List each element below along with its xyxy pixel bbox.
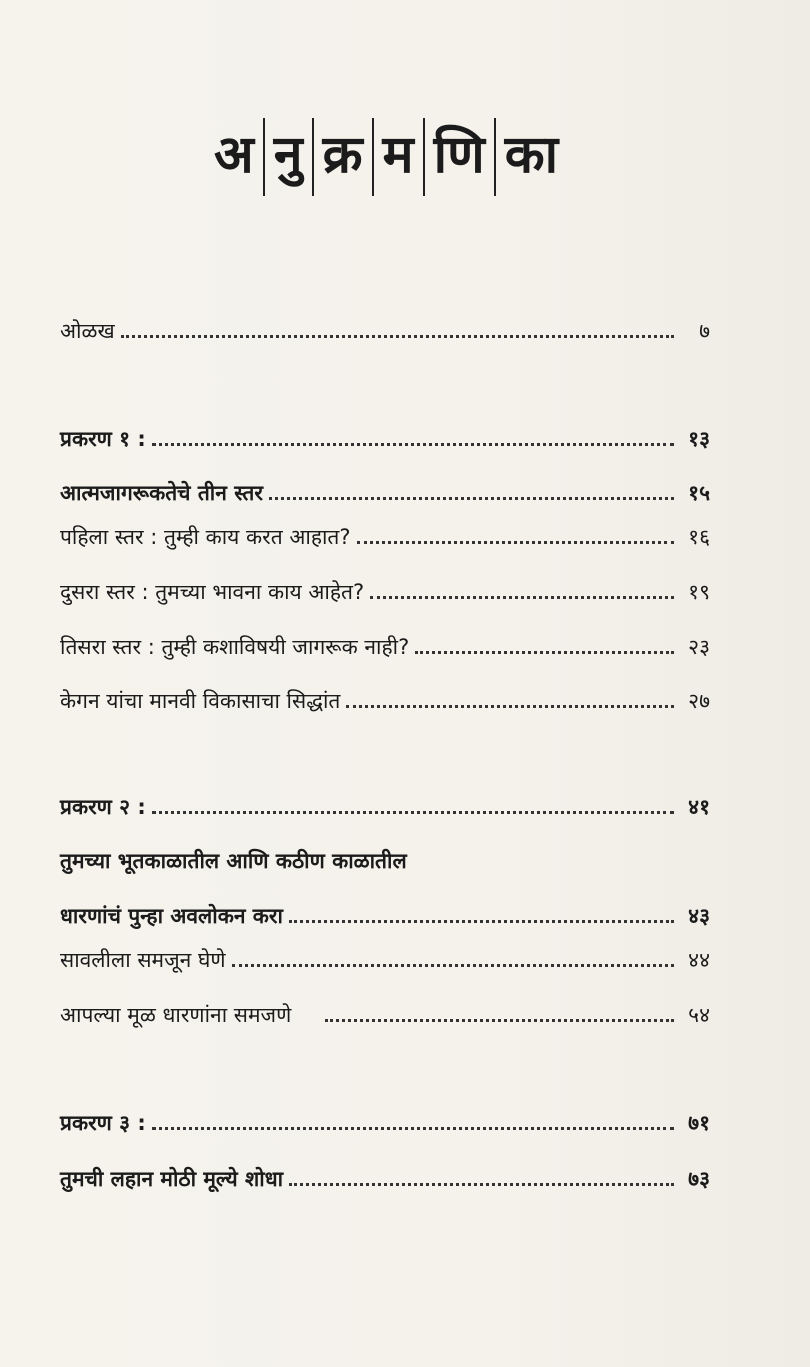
toc-entry — [60, 836, 710, 876]
toc-entry-label: तुमची लहान मोठी मूल्ये शोधा — [60, 1167, 284, 1191]
title-char: क्र — [314, 118, 374, 196]
toc-entry — [60, 1154, 710, 1194]
toc-entry-page: १५ — [688, 481, 710, 505]
toc-entry — [60, 622, 710, 662]
toc-entry-page: ७ — [699, 319, 710, 343]
toc-entry-label: आत्मजागरूकतेचे तीन स्तर — [60, 481, 263, 505]
dot-leader — [232, 964, 674, 967]
dot-leader — [346, 705, 674, 708]
title-char: नु — [265, 118, 314, 196]
toc-entry — [60, 512, 710, 552]
title-char: अ — [205, 118, 265, 196]
toc-entry — [60, 676, 710, 716]
toc-entry-label: प्रकरण ३ : — [60, 1111, 146, 1135]
toc-entry-page: १९ — [688, 580, 710, 604]
dot-leader — [325, 1019, 674, 1022]
toc-entry — [60, 935, 710, 975]
toc-entry-page: ७१ — [688, 1111, 710, 1135]
toc-entry-page: ४१ — [688, 795, 710, 819]
toc-entry — [60, 414, 710, 454]
toc-entry-page: ५४ — [688, 1003, 710, 1027]
toc-entry — [60, 306, 710, 346]
dot-leader — [357, 541, 674, 544]
page-title — [205, 118, 567, 196]
dot-leader — [289, 920, 674, 923]
toc-entry — [60, 567, 710, 607]
toc-entry — [60, 990, 710, 1030]
toc-entry-page: २७ — [688, 689, 710, 713]
toc-entry-page: १३ — [688, 427, 710, 451]
dot-leader — [370, 596, 674, 599]
dot-leader — [152, 811, 674, 814]
dot-leader — [415, 651, 674, 654]
toc-entry-label: धारणांचं पुन्हा अवलोकन करा — [60, 904, 283, 928]
toc-entry-label: प्रकरण २ : — [60, 795, 146, 819]
title-char: म — [374, 118, 425, 196]
toc-entry-label: सावलीला समजून घेणे — [60, 948, 226, 972]
toc-entry-label: तिसरा स्तर : तुम्ही कशाविषयी जागरूक नाही? — [60, 635, 410, 659]
toc-entry-label: पहिला स्तर : तुम्ही काय करत आहात? — [60, 525, 351, 549]
toc-entry — [60, 1098, 710, 1138]
toc-entry-label: तुमच्या भूतकाळातील आणि कठीण काळातील — [60, 849, 407, 873]
title-char: का — [504, 125, 559, 185]
toc-entry-page: ४३ — [688, 904, 710, 928]
title-char: णि — [425, 118, 496, 196]
toc-entry-label: केगन यांचा मानवी विकासाचा सिद्धांत — [60, 689, 341, 713]
toc-entry — [60, 468, 710, 508]
dot-leader — [121, 335, 674, 338]
toc-entry-label: ओळख — [60, 319, 115, 343]
toc-entry — [60, 782, 710, 822]
toc-entry-label: आपल्या मूळ धारणांना समजणे — [60, 1003, 292, 1027]
dot-leader — [269, 497, 674, 500]
toc-entry-page: १६ — [688, 525, 710, 549]
toc-entry-label: प्रकरण १ : — [60, 427, 146, 451]
toc-entry-page: ७३ — [688, 1167, 710, 1191]
toc-entry-label: दुसरा स्तर : तुमच्या भावना काय आहेत? — [60, 580, 365, 604]
dot-leader — [289, 1183, 674, 1186]
dot-leader — [152, 443, 674, 446]
toc-entry-page: २३ — [688, 635, 710, 659]
toc-entry-page: ४४ — [688, 948, 710, 972]
dot-leader — [152, 1127, 674, 1130]
toc-entry — [60, 891, 710, 931]
